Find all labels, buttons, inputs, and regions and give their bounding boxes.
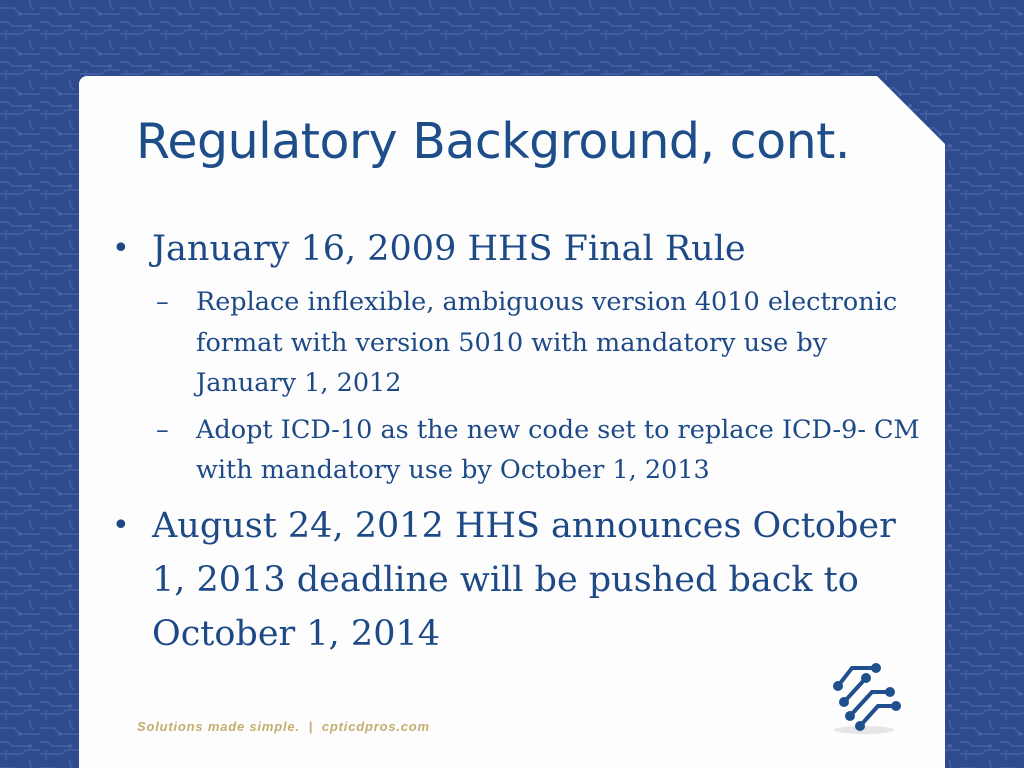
sub-bullet-text: Adopt ICD-10 as the new code set to replace ICD-9- CM with mandatory use by October 1, 2013	[196, 414, 920, 485]
bullet-item	[110, 222, 920, 276]
footer-site: cpticdpros.com	[321, 719, 430, 734]
slide-title: Regulatory Background, cont.	[136, 113, 850, 170]
slide-body	[110, 222, 920, 667]
bullet-item	[110, 499, 920, 661]
footer-separator: |	[308, 719, 314, 734]
bullet-dot: •	[112, 507, 130, 543]
bullet-text: January 16, 2009 HHS Final Rule	[152, 229, 746, 269]
footer-tagline	[137, 719, 430, 734]
circuit-logo-icon	[826, 656, 908, 738]
sub-bullet-item	[156, 410, 920, 491]
bullet-text: August 24, 2012 HHS announces October 1, 2013 deadline will be pushed back to October 1, 2014	[152, 505, 896, 654]
footer-tagline-text: Solutions made simple.	[137, 719, 300, 734]
sub-bullet-item	[156, 282, 920, 404]
sub-bullet-text: Replace inflexible, ambiguous version 4010 electronic format with version 5010 with mandatory use by January 1, 2012	[196, 287, 898, 398]
sub-bullet-dash: –	[156, 414, 169, 445]
sub-bullet-dash: –	[156, 287, 169, 317]
bullet-dot: •	[112, 231, 130, 266]
